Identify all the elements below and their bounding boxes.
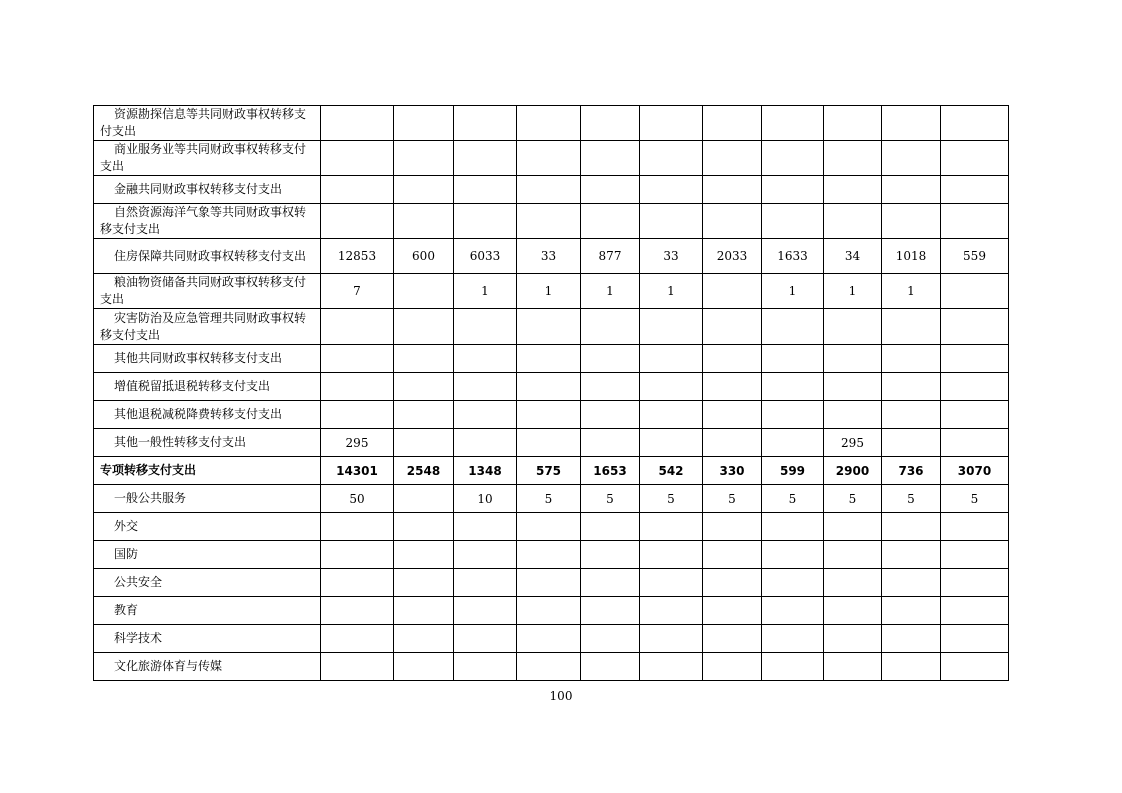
table-cell <box>640 597 703 625</box>
table-cell: 5 <box>517 485 581 513</box>
table-cell <box>762 345 824 373</box>
table-cell <box>824 569 882 597</box>
table-cell <box>703 106 762 141</box>
table-cell: 5 <box>824 485 882 513</box>
table-cell <box>517 597 581 625</box>
table-cell <box>703 373 762 401</box>
table-cell <box>517 401 581 429</box>
table-cell <box>762 106 824 141</box>
table-cell <box>321 345 394 373</box>
table-cell <box>703 429 762 457</box>
table-cell <box>941 401 1009 429</box>
table-cell <box>762 204 824 239</box>
table-cell <box>941 141 1009 176</box>
table-cell: 1 <box>640 274 703 309</box>
table-row <box>94 239 1009 274</box>
table-cell <box>394 204 454 239</box>
table-cell <box>824 541 882 569</box>
row-label: 商业服务业等共同财政事权转移支付支出 <box>100 142 307 173</box>
table-cell <box>581 401 640 429</box>
table-cell <box>321 653 394 681</box>
table-cell <box>394 309 454 345</box>
table-cell <box>824 373 882 401</box>
table-cell <box>640 569 703 597</box>
table-cell <box>882 569 941 597</box>
table-cell <box>703 204 762 239</box>
table-cell <box>640 309 703 345</box>
table-cell <box>454 401 517 429</box>
table-cell <box>941 569 1009 597</box>
table-cell <box>824 513 882 541</box>
table-cell: 295 <box>321 429 394 457</box>
table-cell <box>321 541 394 569</box>
table-cell: 6033 <box>454 239 517 274</box>
table-cell: 1653 <box>581 457 640 485</box>
row-label-cell <box>94 106 321 141</box>
row-label: 住房保障共同财政事权转移支付支出 <box>114 248 307 263</box>
table-cell: 34 <box>824 239 882 274</box>
table-cell <box>321 106 394 141</box>
table-cell <box>394 625 454 653</box>
table-cell <box>762 373 824 401</box>
table-cell: 2900 <box>824 457 882 485</box>
table-cell: 12853 <box>321 239 394 274</box>
table-cell: 5 <box>703 485 762 513</box>
table-cell: 1 <box>454 274 517 309</box>
table-cell: 10 <box>454 485 517 513</box>
table-cell <box>882 141 941 176</box>
table-cell <box>394 513 454 541</box>
table-cell <box>703 176 762 204</box>
table-body <box>94 106 1009 681</box>
table-cell <box>321 176 394 204</box>
table-row <box>94 401 1009 429</box>
table-cell <box>321 569 394 597</box>
row-label-cell <box>94 597 321 625</box>
table-cell <box>454 204 517 239</box>
table-row <box>94 176 1009 204</box>
table-cell <box>640 401 703 429</box>
table-cell <box>882 345 941 373</box>
table-cell: 7 <box>321 274 394 309</box>
table-cell <box>517 176 581 204</box>
table-cell <box>762 513 824 541</box>
table-cell: 33 <box>640 239 703 274</box>
table-cell <box>321 309 394 345</box>
table-cell <box>824 176 882 204</box>
table-cell: 14301 <box>321 457 394 485</box>
table-cell <box>762 569 824 597</box>
table-cell <box>454 541 517 569</box>
table-cell <box>941 541 1009 569</box>
table-cell <box>321 513 394 541</box>
table-cell <box>941 625 1009 653</box>
table-cell <box>394 373 454 401</box>
table-cell: 1348 <box>454 457 517 485</box>
table-cell <box>824 345 882 373</box>
table-cell <box>824 309 882 345</box>
row-label-cell <box>94 569 321 597</box>
table-cell <box>454 176 517 204</box>
table-cell <box>882 513 941 541</box>
table-cell <box>882 597 941 625</box>
row-label: 科学技术 <box>114 631 163 645</box>
row-label: 其他退税减税降费转移支付支出 <box>114 407 283 421</box>
table-cell: 2033 <box>703 239 762 274</box>
table-cell <box>321 625 394 653</box>
table-cell <box>454 513 517 541</box>
table-row <box>94 457 1009 485</box>
table-cell <box>394 274 454 309</box>
table-cell <box>640 625 703 653</box>
row-label-cell <box>94 204 321 239</box>
table-cell <box>581 309 640 345</box>
table-cell <box>581 141 640 176</box>
table-cell <box>941 345 1009 373</box>
table-cell <box>517 513 581 541</box>
table-cell <box>581 597 640 625</box>
table-cell <box>882 653 941 681</box>
table-cell: 542 <box>640 457 703 485</box>
table-cell <box>762 597 824 625</box>
table-cell <box>762 176 824 204</box>
table-cell: 1018 <box>882 239 941 274</box>
table-cell <box>941 597 1009 625</box>
table-cell <box>640 176 703 204</box>
table-row <box>94 625 1009 653</box>
table-cell: 1 <box>882 274 941 309</box>
table-cell: 33 <box>517 239 581 274</box>
table-cell <box>882 176 941 204</box>
row-label: 一般公共服务 <box>114 491 187 505</box>
table-cell <box>882 106 941 141</box>
row-label: 金融共同财政事权转移支付支出 <box>114 182 283 196</box>
row-label-cell <box>94 141 321 176</box>
row-label: 增值税留抵退税转移支付支出 <box>114 379 271 393</box>
table-cell <box>882 373 941 401</box>
table-cell <box>394 345 454 373</box>
table-row <box>94 485 1009 513</box>
row-label-cell <box>94 625 321 653</box>
row-label: 粮油物资储备共同财政事权转移支付支出 <box>100 275 307 306</box>
table-cell <box>394 569 454 597</box>
row-label-cell <box>94 345 321 373</box>
table-cell <box>941 106 1009 141</box>
table-cell <box>703 401 762 429</box>
table-cell <box>824 204 882 239</box>
table-cell <box>941 429 1009 457</box>
table-cell <box>762 141 824 176</box>
row-label-cell <box>94 309 321 345</box>
table-cell <box>517 625 581 653</box>
table-cell <box>321 597 394 625</box>
table-cell <box>517 541 581 569</box>
table-cell: 575 <box>517 457 581 485</box>
row-label-cell <box>94 457 321 485</box>
table-cell <box>394 176 454 204</box>
table-cell <box>824 625 882 653</box>
table-cell: 877 <box>581 239 640 274</box>
table-cell <box>454 569 517 597</box>
row-label: 资源勘探信息等共同财政事权转移支付支出 <box>100 107 307 138</box>
table-cell <box>517 309 581 345</box>
table-row <box>94 541 1009 569</box>
table-cell <box>941 176 1009 204</box>
table-cell <box>321 401 394 429</box>
table-cell <box>321 373 394 401</box>
table-cell <box>941 204 1009 239</box>
table-cell <box>824 597 882 625</box>
row-label: 公共安全 <box>114 575 163 589</box>
table-cell <box>581 541 640 569</box>
table-cell: 559 <box>941 239 1009 274</box>
table-cell <box>394 597 454 625</box>
row-label: 文化旅游体育与传媒 <box>114 659 223 673</box>
table-row <box>94 106 1009 141</box>
table-cell <box>517 345 581 373</box>
table-cell <box>454 625 517 653</box>
table-cell <box>640 345 703 373</box>
table-cell <box>882 541 941 569</box>
table-cell <box>941 274 1009 309</box>
table-cell <box>762 625 824 653</box>
table-row <box>94 141 1009 176</box>
row-label: 灾害防治及应急管理共同财政事权转移支付支出 <box>100 310 307 342</box>
table-cell <box>581 429 640 457</box>
row-label: 教育 <box>114 603 139 617</box>
table-cell <box>882 429 941 457</box>
table-cell <box>581 106 640 141</box>
row-label-cell <box>94 176 321 204</box>
row-label-cell <box>94 274 321 309</box>
row-label: 其他共同财政事权转移支付支出 <box>114 351 283 365</box>
table-cell <box>703 274 762 309</box>
table-cell <box>517 653 581 681</box>
row-label: 自然资源海洋气象等共同财政事权转移支付支出 <box>100 205 307 236</box>
table-cell <box>762 541 824 569</box>
table-cell <box>454 653 517 681</box>
table-cell <box>581 345 640 373</box>
table-cell <box>517 429 581 457</box>
table-row <box>94 204 1009 239</box>
table-row <box>94 274 1009 309</box>
table-cell <box>824 141 882 176</box>
table-cell: 5 <box>882 485 941 513</box>
table-cell <box>941 653 1009 681</box>
table-cell <box>394 401 454 429</box>
table-cell <box>517 106 581 141</box>
table-cell <box>454 373 517 401</box>
table-cell <box>517 569 581 597</box>
table-cell: 736 <box>882 457 941 485</box>
table-cell <box>703 569 762 597</box>
table-cell <box>321 204 394 239</box>
table-cell: 2548 <box>394 457 454 485</box>
table-cell <box>640 204 703 239</box>
budget-table <box>93 105 1009 681</box>
table-cell: 5 <box>941 485 1009 513</box>
table-cell <box>941 373 1009 401</box>
table-cell <box>703 597 762 625</box>
table-cell <box>394 653 454 681</box>
table-cell <box>394 541 454 569</box>
table-cell: 599 <box>762 457 824 485</box>
table-cell <box>762 653 824 681</box>
table-cell <box>394 429 454 457</box>
table-row <box>94 429 1009 457</box>
row-label-cell <box>94 401 321 429</box>
table-cell <box>762 401 824 429</box>
row-label: 其他一般性转移支付支出 <box>114 435 247 449</box>
table-cell <box>703 141 762 176</box>
table-cell <box>581 653 640 681</box>
table-cell <box>454 345 517 373</box>
table-cell <box>581 176 640 204</box>
table-cell <box>824 653 882 681</box>
table-cell: 295 <box>824 429 882 457</box>
table-cell <box>882 625 941 653</box>
table-cell <box>454 429 517 457</box>
table-row <box>94 653 1009 681</box>
table-cell <box>882 309 941 345</box>
table-cell <box>640 541 703 569</box>
table-cell <box>581 569 640 597</box>
table-cell: 600 <box>394 239 454 274</box>
table-cell <box>824 106 882 141</box>
table-cell <box>941 513 1009 541</box>
table-cell <box>517 141 581 176</box>
table-cell <box>581 204 640 239</box>
table-cell <box>941 309 1009 345</box>
table-cell <box>762 309 824 345</box>
table-cell <box>640 653 703 681</box>
table-cell: 1 <box>517 274 581 309</box>
table-cell: 50 <box>321 485 394 513</box>
row-label: 国防 <box>114 547 139 561</box>
table-cell <box>581 373 640 401</box>
table-cell <box>517 204 581 239</box>
table-cell: 1 <box>824 274 882 309</box>
row-label-cell <box>94 239 321 274</box>
table-cell <box>640 141 703 176</box>
table-cell <box>703 625 762 653</box>
table-cell <box>882 204 941 239</box>
table-cell <box>640 429 703 457</box>
table-row <box>94 345 1009 373</box>
table-cell <box>703 653 762 681</box>
row-label-cell <box>94 653 321 681</box>
table-cell: 5 <box>762 485 824 513</box>
table-cell: 1633 <box>762 239 824 274</box>
table-cell <box>703 541 762 569</box>
table-cell <box>454 309 517 345</box>
table-cell <box>762 429 824 457</box>
table-cell: 3070 <box>941 457 1009 485</box>
row-label: 专项转移支付支出 <box>100 463 197 477</box>
row-label-cell <box>94 513 321 541</box>
table-cell <box>454 597 517 625</box>
table-cell <box>581 513 640 541</box>
row-label-cell <box>94 429 321 457</box>
table-cell <box>703 309 762 345</box>
table-cell <box>640 513 703 541</box>
table-cell <box>824 401 882 429</box>
row-label-cell <box>94 373 321 401</box>
table-row <box>94 373 1009 401</box>
row-label-cell <box>94 541 321 569</box>
row-label-cell <box>94 485 321 513</box>
table-cell <box>640 373 703 401</box>
table-cell <box>581 625 640 653</box>
table-row <box>94 569 1009 597</box>
table-cell <box>703 513 762 541</box>
table-cell <box>454 106 517 141</box>
table-cell <box>640 106 703 141</box>
table-cell <box>517 373 581 401</box>
table-cell: 5 <box>640 485 703 513</box>
table-row <box>94 513 1009 541</box>
table-cell <box>394 106 454 141</box>
table-cell: 1 <box>581 274 640 309</box>
row-label: 外交 <box>114 519 139 533</box>
table-cell <box>394 141 454 176</box>
table-row <box>94 309 1009 345</box>
table-cell <box>703 345 762 373</box>
table-cell: 1 <box>762 274 824 309</box>
table-cell <box>882 401 941 429</box>
table-cell <box>454 141 517 176</box>
table-cell <box>321 141 394 176</box>
table-cell <box>394 485 454 513</box>
page-number: 100 <box>549 689 573 703</box>
table-cell: 5 <box>581 485 640 513</box>
table-row <box>94 597 1009 625</box>
table-cell: 330 <box>703 457 762 485</box>
